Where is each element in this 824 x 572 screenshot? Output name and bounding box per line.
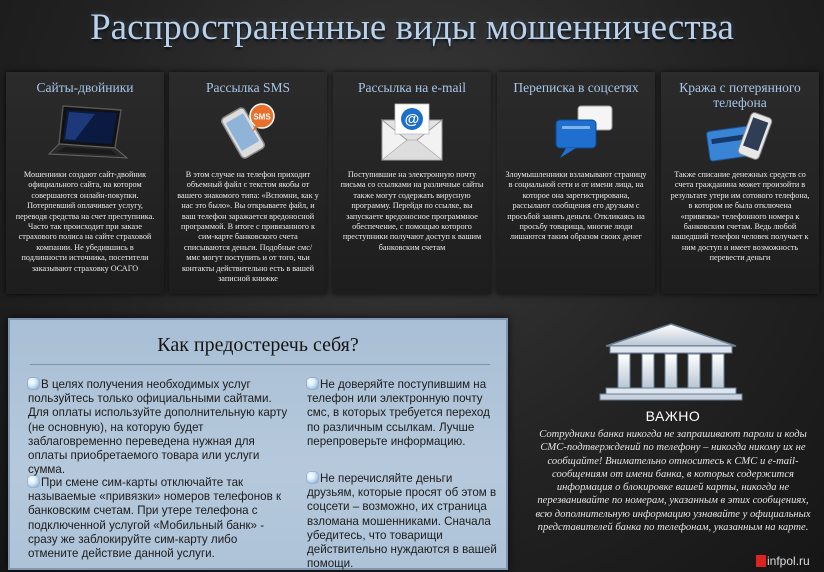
- protection-title: Как предостеречь себя?: [157, 334, 359, 356]
- email-envelope-icon: [362, 100, 462, 166]
- fraud-card-clone-sites: [6, 72, 164, 294]
- protection-tip: [307, 378, 499, 449]
- laptop-icon: [35, 100, 135, 166]
- card-text: Также списание денежных средств со счета гражданина может произойти в результате утери им сотового телефона, в котором не была отключена «привязка» телефонного номера к банковским счетам. Ведь любой нашедший телефон человек получает к ним доступ и имеет возможность перевести деньги: [670, 170, 810, 263]
- card-heading: Кража с потерянного телефона: [679, 80, 801, 110]
- brand-square-icon: [756, 555, 766, 567]
- protection-panel: [8, 318, 508, 570]
- divider: [30, 364, 490, 365]
- tip-text: В целях получения необходимых услуг пользуйтесь только официальными сайтами. Для оплаты используйте дополнительную карту (не основную), на которую будет заблаговременно переведена нужная для оплаты приобретаемого товара или услуги сумма.: [28, 378, 288, 477]
- page-title: Распространенные виды мошенничества: [90, 7, 734, 48]
- card-text: Мошенники создают сайт-двойник официального сайта, на котором совершаются онлайн-покупки. Потерпевший оплачивает услугу, переводя средства на счет преступника. Часто так происходит при заказе страхового полиса на сайте страховой компании. Не убедившись в подлинности источника, посетители заказывают страховку ОСАГО: [15, 170, 155, 273]
- card-heading: Рассылка на e-mail: [357, 80, 467, 95]
- bullet-icon: [307, 472, 318, 483]
- protection-tip: [28, 476, 290, 561]
- card-text: В этом случае на телефон приходит объемный файл с текстом якобы от вашего знакомого типа: «Вспомни, как у нас это было». Вы открываете файл, и ваш телефон заражается вредоносной программой. В итоге с привязанного к сим-карте банковского счета списываются деньги. Подобные смс/ ммс могут поступить и от того, чьи контакты действительно есть в вашей записной книжке: [177, 170, 319, 284]
- fraud-card-social: [497, 72, 655, 294]
- svg-text:SMS: SMS: [253, 112, 271, 122]
- bullet-icon: [28, 378, 39, 389]
- tip-text: При смене сим-карты отключайте так называемые «привязки» номеров телефонов к банковским счетам. При утере телефона с подключенной услугой «Мобильный банк» - сразу же заблокируйте сим-карту либо отмените действие данной услуги.: [28, 476, 282, 561]
- card-text: Злоумышленники взламывают страницу в социальной сети и от имени лица, на которое она зарегистрирована, рассылают сообщения его друзьям с просьбой занять деньги. Откликаясь на просьбу товарища, многие люди лишаются таким образом своих денег: [505, 170, 647, 242]
- card-heading: Сайты-двойники: [36, 80, 134, 95]
- card-text: Поступившие на электронную почту письма со ссылками на различные сайты также могут содержать вирусную программу. Перейдя по ссылке, вы запускаете вредоносное программное обеспечение, с помощью которого преступники получают доступ к вашим банковским счетам: [340, 170, 484, 252]
- brand-text: infpol.ru: [767, 554, 810, 568]
- card-heading: Переписка в соцсетях: [513, 80, 639, 95]
- phone-card-icon: [690, 108, 790, 174]
- fraud-card-sms: [169, 72, 327, 294]
- protection-tip: [307, 472, 499, 571]
- bullet-icon: [307, 378, 318, 389]
- bank-building-icon: [596, 320, 746, 402]
- important-heading: ВАЖНО: [645, 408, 701, 424]
- tip-text: Не перечисляйте деньги друзьям, которые просят об этом в соцсети – возможно, их страница взломана мошенниками. Сначала убедитесь, что товарищи действительно нуждаются в вашей помощи.: [307, 472, 497, 571]
- card-heading: Рассылка SMS: [205, 80, 291, 95]
- sms-phone-icon: [198, 100, 298, 166]
- svg-text:@: @: [404, 111, 420, 128]
- important-text: Сотрудники банка никогда не запрашивают пароли и коды СМС-подтверждений по телефону – никогда никому их не сообщайте! Внимательно относитесь к СМС и e-mail-сообщениям от имени банка, в которых содержится информация о блокировке вашей карты, никогда не перезванивайте по номерам, указанным в этих сообщениях, всю дополнительную информацию узнавайте у официальных представителей банка по телефонам, указанным на карте.: [535, 429, 811, 534]
- bullet-icon: [28, 476, 39, 487]
- brand-logo: [756, 554, 822, 570]
- fraud-card-email: [333, 72, 491, 294]
- fraud-card-lost-phone: [661, 72, 819, 294]
- protection-tip: [28, 378, 290, 477]
- tip-text: Не доверяйте поступившим на телефон или электронную почту смс, в которых требуется переход по различным ссылкам. Лучше перепроверьте информацию.: [307, 378, 490, 448]
- chat-bubbles-icon: [526, 100, 626, 166]
